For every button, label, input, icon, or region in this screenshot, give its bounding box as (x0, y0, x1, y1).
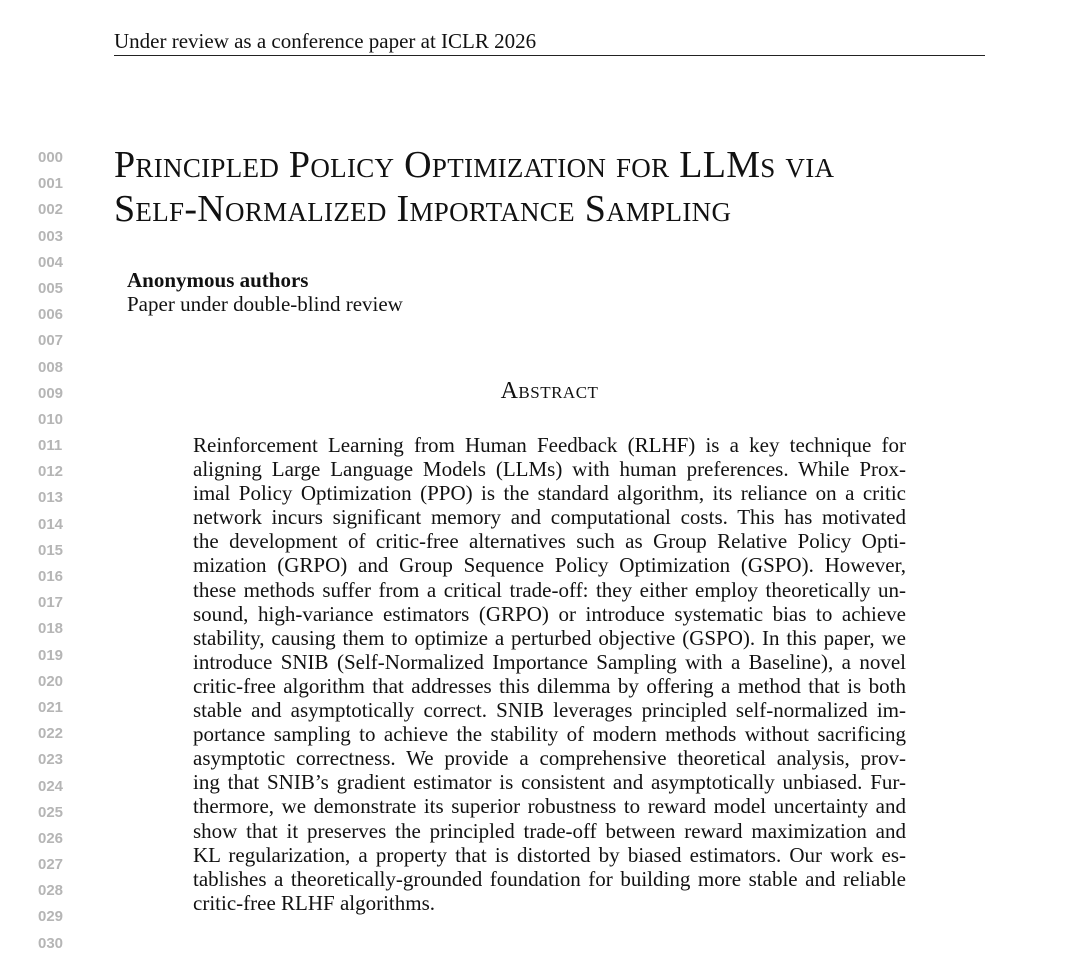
line-number: 001 (38, 175, 64, 193)
line-number: 027 (38, 856, 64, 874)
abstract-line: imal Policy Optimization (PPO) is the standard algorithm, its reliance on a critic (193, 481, 906, 506)
running-header: Under review as a conference paper at ICLR 2026 (114, 28, 985, 56)
line-number-gutter (38, 145, 74, 957)
line-number: 005 (38, 279, 64, 297)
abstract-line: Reinforcement Learning from Human Feedback (RLHF) is a key technique for (193, 433, 906, 457)
line-number: 002 (38, 201, 64, 219)
line-number: 030 (38, 934, 64, 952)
line-number: 025 (38, 803, 64, 821)
line-number: 003 (38, 227, 64, 245)
abstract-line: the development of critic-free alternatives such as Group Relative Policy Opti- (193, 529, 906, 554)
author-block (127, 268, 403, 316)
line-number: 012 (38, 463, 64, 481)
paper-title (114, 143, 994, 231)
abstract-line: critic-free RLHF algorithms. (193, 890, 436, 915)
line-number: 023 (38, 751, 64, 769)
abstract-line: stable and asymptotically correct. SNIB leverages principled self-normalized im- (193, 698, 906, 723)
title-line-1: Principled Policy Optimization for LLMs via (114, 144, 835, 186)
line-number: 015 (38, 541, 64, 559)
abstract-line: KL regularization, a property that is distorted by biased estimators. Our work es- (193, 842, 906, 867)
line-number: 020 (38, 672, 64, 690)
abstract-line: tablishes a theoretically-grounded foundation for building more stable and reliable (193, 866, 906, 891)
abstract-line: asymptotic correctness. We provide a comprehensive theoretical analysis, prov- (193, 746, 906, 771)
line-number: 016 (38, 568, 64, 585)
line-number: 011 (38, 437, 63, 455)
abstract-line: show that it preserves the principled trade-off between reward maximization and (193, 818, 906, 843)
abstract-line: mization (GRPO) and Group Sequence Policy Optimization (GSPO). However, (193, 553, 906, 578)
review-note: Paper under double-blind review (127, 292, 403, 316)
abstract-line: sound, high-variance estimators (GRPO) or introduce systematic bias to achieve (193, 601, 906, 626)
title-line-2: Self-Normalized Importance Sampling (114, 188, 732, 230)
line-number: 006 (38, 306, 64, 324)
abstract-line: critic-free algorithm that addresses this dilemma by offering a method that is both (193, 673, 906, 698)
line-number: 013 (38, 489, 64, 507)
line-number: 009 (38, 384, 64, 402)
line-number: 028 (38, 882, 64, 900)
abstract-line: ing that SNIB’s gradient estimator is consistent and asymptotically unbiased. Fur- (193, 770, 906, 795)
abstract-body (193, 433, 906, 915)
line-number: 018 (38, 620, 64, 638)
line-number: 004 (38, 253, 64, 271)
abstract-line: thermore, we demonstrate its superior robustness to reward model uncertainty and (193, 794, 906, 819)
line-number: 021 (38, 698, 64, 716)
line-number: 010 (38, 410, 64, 428)
line-number: 022 (38, 725, 64, 743)
abstract-line: these methods suffer from a critical trade-off: they either employ theoretically un- (193, 577, 906, 602)
line-number: 014 (38, 515, 64, 533)
line-number: 017 (38, 594, 64, 612)
line-number: 007 (38, 332, 64, 350)
abstract-line: portance sampling to achieve the stability of modern methods without sacrificing (193, 722, 906, 747)
line-number: 008 (38, 358, 64, 376)
author-name: Anonymous authors (127, 268, 309, 292)
abstract-heading: Abstract (500, 378, 599, 404)
abstract-line: stability, causing them to optimize a perturbed objective (GSPO). In this paper, we (193, 625, 906, 650)
abstract-line: introduce SNIB (Self-Normalized Importance Sampling with a Baseline), a novel (193, 649, 906, 674)
abstract-line: network incurs significant memory and computational costs. This has motivated (193, 505, 906, 530)
line-number: 000 (38, 149, 64, 166)
line-number: 024 (38, 777, 64, 795)
line-number: 026 (38, 829, 64, 847)
line-number: 029 (38, 908, 64, 926)
line-number: 019 (38, 646, 64, 664)
abstract-line: aligning Large Language Models (LLMs) with human preferences. While Prox- (193, 457, 906, 482)
